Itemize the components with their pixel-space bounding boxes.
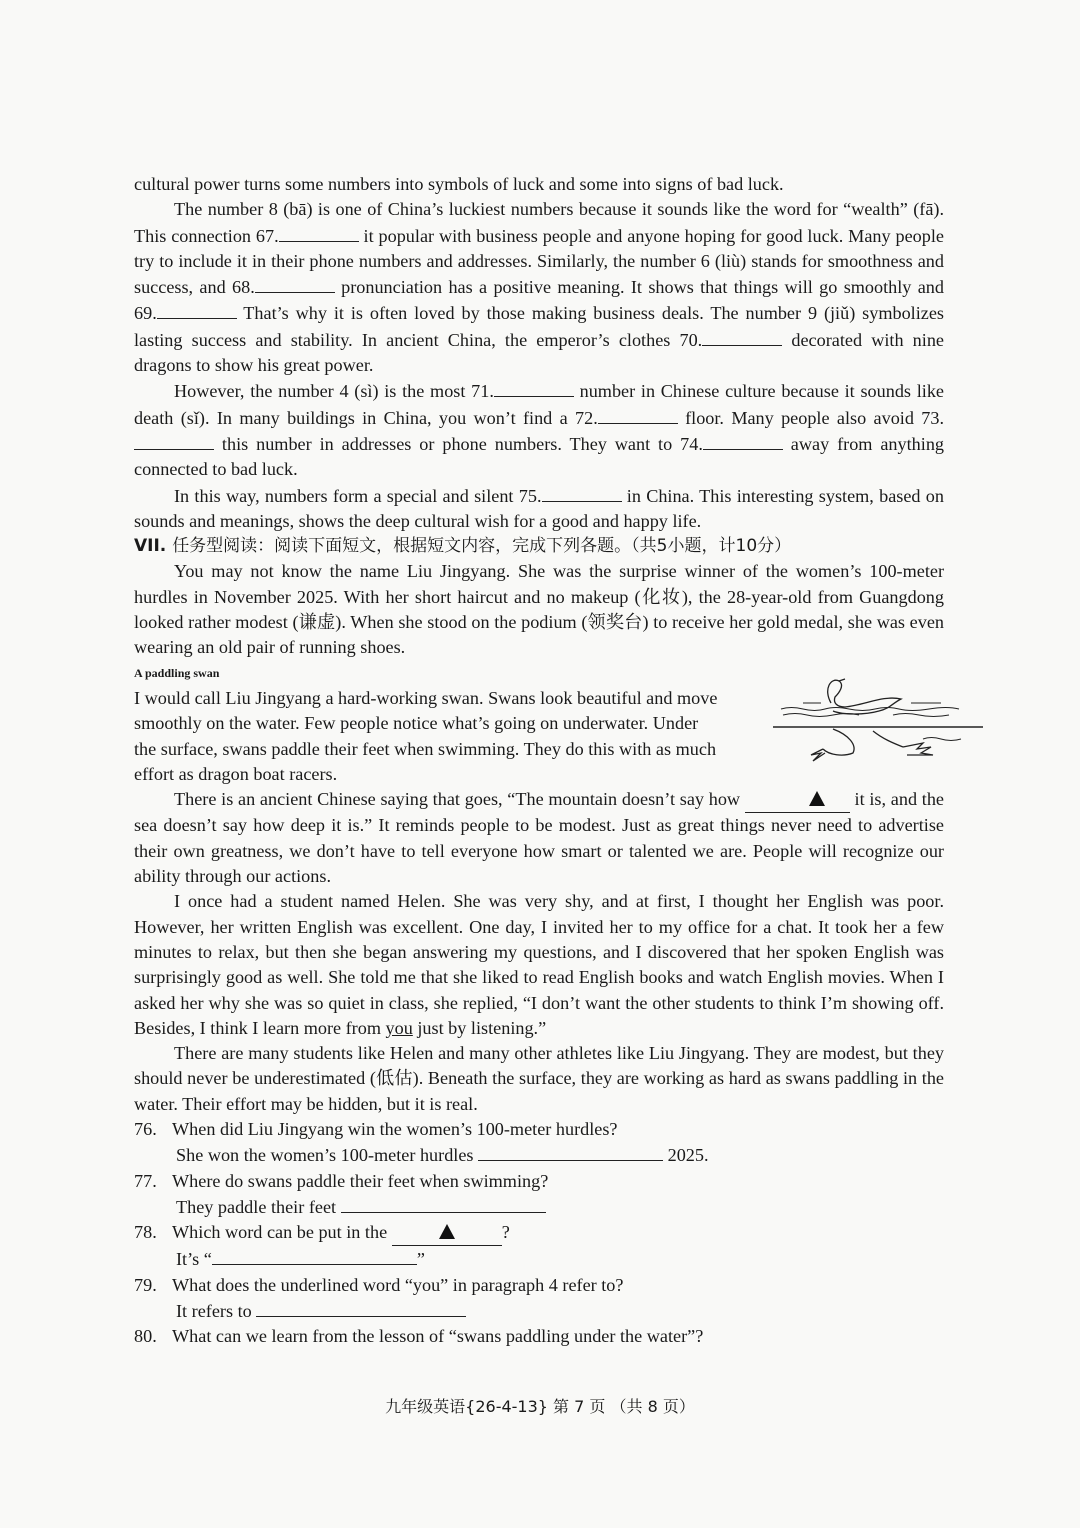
reading-text: I would call Liu Jingyang a hard-working swan. Swans look beautiful and move smoothly on the water. Few people notice what’s going on underwater. Under the surface, swans paddle their feet when swimming. They do this with as much effort as dragon boat racers. [134, 687, 718, 784]
swan-figure [733, 673, 948, 772]
passage-text: However, the number 4 (sì) is the most 71. [174, 381, 494, 402]
question-77 [134, 1169, 944, 1194]
blank-67[interactable] [279, 223, 359, 242]
blank-69[interactable] [157, 300, 237, 319]
passage-paragraph [134, 197, 944, 378]
page-footer: 九年级英语{26-4-13} 第 7 页 （共 8 页） [385, 1397, 695, 1416]
reading-paragraph [134, 559, 944, 660]
question-text: What can we learn from the lesson of “swans paddling under the water”? [172, 1326, 704, 1347]
reading-text: just by listening.” [412, 1017, 547, 1038]
answer-prefix: It’s “ [176, 1249, 212, 1270]
passage-text: it popular with business people and anyone hoping for good luck. Many people try to include it in their phone numbers and addresses. Similarly, the number 6 (liù) stands for smoothness and success, and 68. [134, 225, 944, 298]
passage-text: In this way, numbers form a special and silent 75. [174, 485, 542, 506]
question-text-end: ? [501, 1222, 510, 1243]
blank-72[interactable] [598, 405, 678, 424]
reading-text: There is an ancient Chinese saying that goes, “The mountain doesn’t say how [174, 789, 745, 810]
blank-70[interactable] [702, 327, 782, 346]
passage-text: decorated with nine dragons to show his great power. [134, 329, 944, 376]
answer-78 [134, 1246, 944, 1272]
section-title: 任务型阅读：阅读下面短文，根据短文内容，完成下列各题。（共5小题，计10分） [172, 536, 792, 557]
section-heading [134, 534, 944, 559]
passage-text: floor. Many people also avoid 73. [677, 407, 944, 428]
question-76 [134, 1117, 944, 1142]
triangle-blank-ref [392, 1220, 502, 1246]
question-79 [134, 1273, 944, 1298]
paddling-swan-illustration [773, 673, 983, 765]
passage-text: The number 8 (bā) is one of China’s luckiest numbers because it sounds like the word for “wealth” (fā). This connection 67. [134, 199, 944, 246]
passage-text: number in Chinese culture because it sounds like death (sǐ). In many buildings in China, you won’t find a 72. [134, 381, 944, 428]
passage-paragraph [134, 483, 944, 535]
triangle-icon [809, 791, 825, 806]
question-number: 77. [134, 1170, 157, 1191]
page-content [134, 172, 944, 1350]
blank-75[interactable] [542, 483, 622, 502]
answer-suffix: ” [416, 1249, 425, 1270]
passage-text: this number in addresses or phone numbers. They want to 74. [214, 433, 703, 454]
blank-73[interactable] [134, 431, 214, 450]
reading-text: I once had a student named Helen. She was very shy, and at first, I thought her English was poor. However, her written English was excellent. One day, I invited her to my office for a chat. It took her a few minutes to relax, but then she began answering my questions, and I discovered that her spoken English was surprisingly good as well. She told me that she liked to read English books and watch English movies. When I asked her why she was so quiet in class, she replied, “I don’t want the other students to think I’m showing off. Besides, I think I learn more from [134, 891, 944, 1038]
reading-text: it is, and the sea doesn’t say how deep it is.” It reminds people to be modest. Just as great things never need to advertise their own greatness, we don’t have to tell everyone how smart or talented we are. People will recognize our ability through our actions. [134, 789, 945, 887]
reading-paragraph [134, 889, 944, 1041]
passage-paragraph [134, 378, 944, 482]
answer-prefix: They paddle their feet [176, 1196, 341, 1217]
triangle-blank[interactable] [745, 787, 850, 813]
question-number: 76. [134, 1118, 157, 1139]
reading-paragraph [134, 1041, 944, 1117]
passage-text: pronunciation has a positive meaning. It shows that things will go smoothly and 69. [134, 277, 944, 324]
passage-text: cultural power turns some numbers into symbols of luck and some into signs of bad luck. [134, 174, 784, 194]
reading-paragraph [134, 787, 944, 889]
passage-text: away from anything connected to bad luck. [134, 433, 945, 480]
answer-blank-78[interactable] [212, 1246, 417, 1265]
underlined-word-you: you [385, 1017, 413, 1038]
passage-text: in China. This interesting system, based on sounds and meanings, shows the deep cultural wish for a good and happy life. [134, 485, 944, 531]
question-number: 80. [134, 1326, 157, 1347]
question-number: 78. [134, 1222, 157, 1243]
reading-text: You may not know the name Liu Jingyang. She was the surprise winner of the women’s 100-meter hurdles in November 2025. With her short haircut and no makeup (化妆), the 28-year-old from Guangdong looked rather modest (谦虚). When she stood on the podium (领奖台) to receive her gold medal, she was even wearing an old pair of running shoes. [134, 561, 944, 658]
answer-79 [134, 1298, 944, 1324]
passage-text: That’s why it is often loved by those making business deals. The number 9 (jiǔ) symbolizes lasting success and stability. In ancient China, the emperor’s clothes 70. [134, 303, 944, 350]
blank-74[interactable] [703, 431, 783, 450]
question-text: When did Liu Jingyang win the women’s 100-meter hurdles? [172, 1118, 618, 1139]
figure-caption: A paddling swan [134, 665, 220, 680]
question-78 [134, 1220, 944, 1246]
blank-68[interactable] [255, 274, 335, 293]
answer-suffix: 2025. [663, 1145, 709, 1166]
answer-77 [134, 1194, 944, 1220]
question-text: Where do swans paddle their feet when swimming? [172, 1170, 549, 1191]
blank-71[interactable] [494, 378, 574, 397]
answer-76 [134, 1142, 944, 1168]
reading-text: There are many students like Helen and many other athletes like Liu Jingyang. They are modest, but they should never be underestimated (低估). Beneath the surface, they are working as hard as swans paddling in the water. Their effort may be hidden, but it is real. [134, 1043, 944, 1114]
passage-paragraph [134, 172, 944, 197]
question-80 [134, 1324, 944, 1349]
question-list [134, 1117, 944, 1350]
question-number: 79. [134, 1274, 157, 1295]
triangle-icon [439, 1224, 455, 1239]
answer-blank-77[interactable] [341, 1194, 546, 1213]
question-text: Which word can be put in the [172, 1222, 392, 1243]
section-number: VII. [134, 536, 167, 557]
answer-prefix: It refers to [176, 1301, 257, 1322]
answer-blank-79[interactable] [256, 1298, 466, 1317]
question-text: What does the underlined word “you” in paragraph 4 refer to? [172, 1274, 624, 1295]
answer-prefix: She won the women’s 100-meter hurdles [176, 1145, 479, 1166]
answer-blank-76[interactable] [478, 1142, 663, 1161]
